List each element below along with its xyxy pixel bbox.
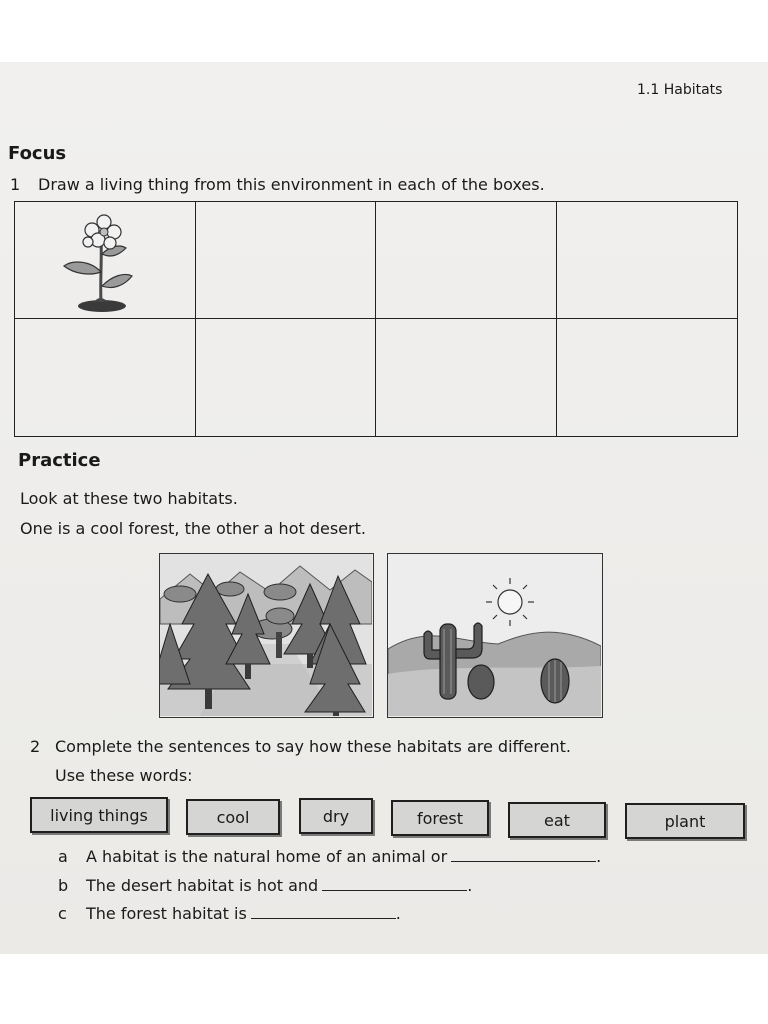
- word-bank-item: eat: [508, 802, 606, 838]
- word-bank-item: dry: [299, 798, 373, 834]
- drawing-box[interactable]: [196, 202, 377, 319]
- practice-heading: Practice: [18, 450, 101, 471]
- word-bank-item: plant: [625, 803, 745, 839]
- sentence-text: A habitat is the natural home of an animal or: [86, 847, 448, 866]
- word-bank-item: living things: [30, 797, 168, 833]
- drawing-box[interactable]: [557, 319, 738, 436]
- forest-habitat-image: [159, 553, 374, 718]
- word-bank-item: cool: [186, 799, 280, 835]
- drawing-box[interactable]: [557, 202, 738, 319]
- question-2-text: Complete the sentences to say how these habitats are different.: [55, 737, 571, 756]
- forest-illustration: [160, 554, 372, 716]
- question-1: [10, 175, 545, 194]
- practice-instruction-2: One is a cool forest, the other a hot desert.: [20, 519, 366, 538]
- sentence-label: c: [58, 904, 67, 923]
- drawing-box[interactable]: [376, 202, 557, 319]
- word-bank-instruction: Use these words:: [55, 766, 193, 785]
- section-header: 1.1 Habitats: [637, 82, 723, 98]
- sentence-text: The forest habitat is: [86, 904, 247, 923]
- word-bank-item: forest: [391, 800, 489, 836]
- question-1-number: 1: [10, 175, 21, 194]
- answer-blank[interactable]: [251, 904, 396, 919]
- sentence-end: .: [596, 847, 602, 866]
- focus-heading: Focus: [8, 143, 67, 164]
- sentence-c: [58, 904, 401, 923]
- desert-habitat-image: [387, 553, 603, 718]
- sentence-end: .: [467, 876, 473, 895]
- sentence-text: The desert habitat is hot and: [86, 876, 319, 895]
- question-2: [30, 737, 571, 756]
- sentence-b: [58, 876, 472, 895]
- drawing-box[interactable]: [196, 319, 377, 436]
- drawing-box-example: [15, 202, 196, 319]
- answer-blank[interactable]: [451, 847, 596, 862]
- drawing-box[interactable]: [376, 319, 557, 436]
- sentence-a: [58, 847, 601, 866]
- sentence-end: .: [395, 904, 401, 923]
- question-2-number: 2: [30, 737, 41, 756]
- question-1-text: Draw a living thing from this environment in each of the boxes.: [38, 175, 545, 194]
- sentence-label: b: [58, 876, 69, 895]
- answer-blank[interactable]: [322, 876, 467, 891]
- drawing-box[interactable]: [15, 319, 196, 436]
- practice-instruction-1: Look at these two habitats.: [20, 489, 238, 508]
- desert-illustration: [388, 554, 601, 716]
- drawing-grid: [14, 201, 738, 437]
- plant-icon: [60, 210, 140, 312]
- sentence-label: a: [58, 847, 68, 866]
